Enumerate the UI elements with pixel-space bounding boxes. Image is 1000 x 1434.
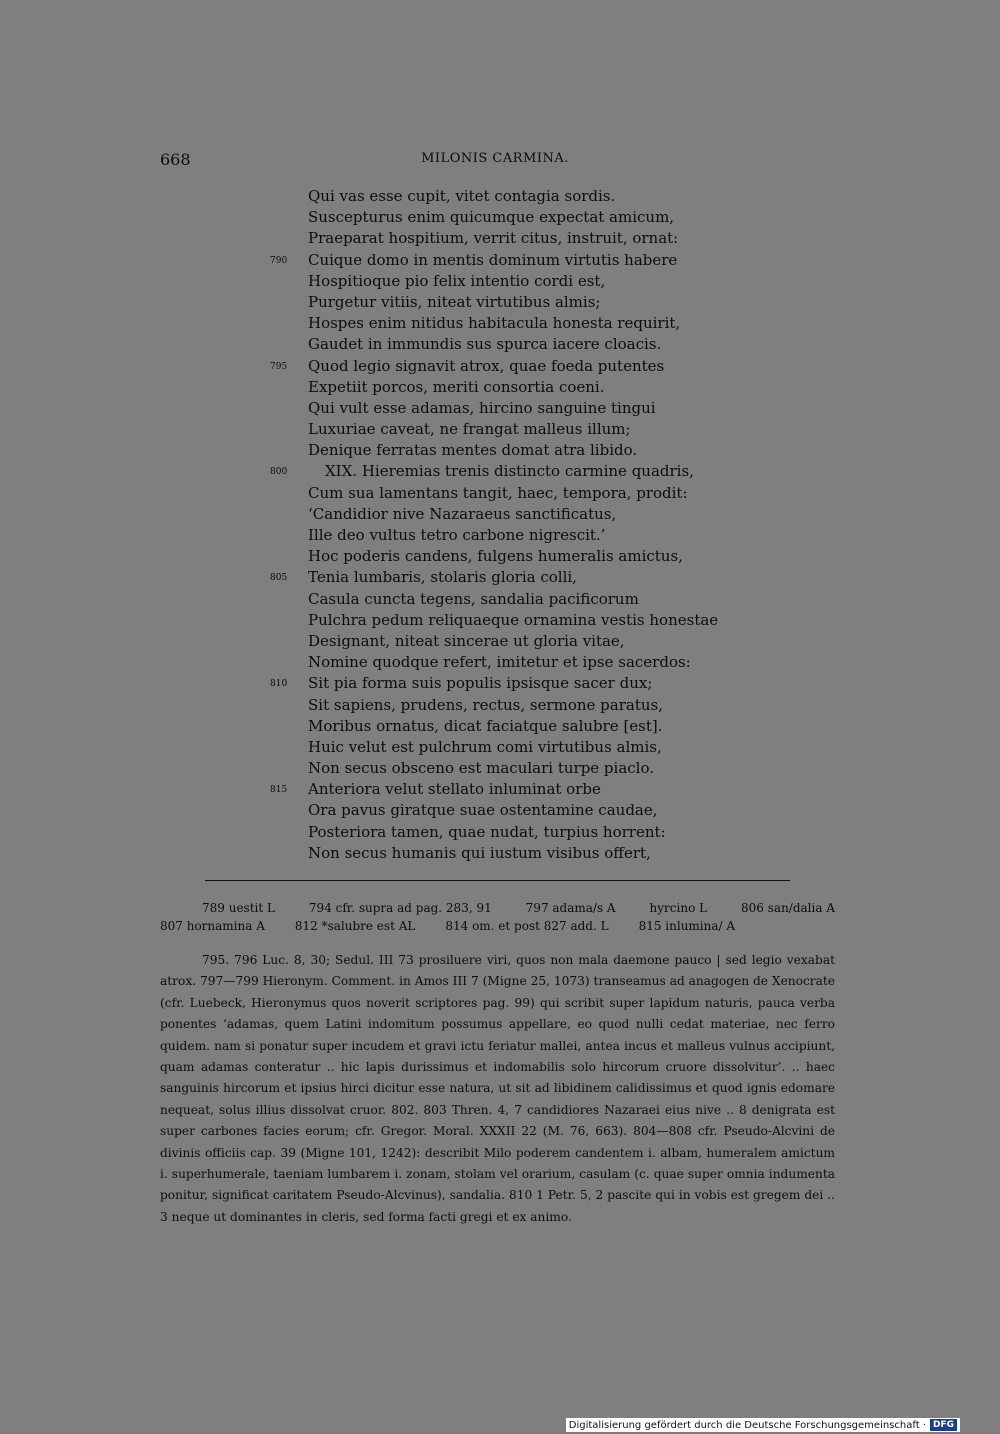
apparatus-entry: hyrcino L: [649, 901, 708, 915]
verse-text: Sit pia forma suis populis ipsisque sacer dux;: [308, 674, 653, 693]
apparatus-entry: 807 hornamina A: [160, 919, 265, 933]
verse-text: Suscepturus enim quicumque expectat amicum,: [308, 208, 675, 227]
verse-text: Non secus obsceno est maculari turpe piaclo.: [308, 759, 655, 778]
verse-line: [270, 271, 740, 292]
verse-text: Sit sapiens, prudens, rectus, sermone paratus,: [308, 695, 663, 714]
verse-text: Ille deo vultus tetro carbone nigrescit.’: [308, 526, 606, 544]
line-number: 810: [270, 679, 288, 690]
verse-text: Hospes enim nitidus habitacula honesta requirit,: [308, 314, 681, 333]
verse-text: Pulchra pedum reliquaeque ornamina vestis honestae: [308, 610, 719, 629]
verse-line: [270, 610, 740, 631]
verse-line: [270, 356, 740, 377]
verse-line: [270, 186, 740, 207]
line-number: 815: [270, 785, 288, 796]
verse-line: [270, 843, 740, 864]
footnote-rule: [205, 880, 790, 881]
verse-text: Ora pavus giratque suae ostentamine caudae,: [308, 801, 658, 820]
verse-text: Praeparat hospitium, verrit citus, instruit, ornat:: [308, 229, 679, 248]
critical-apparatus: [160, 899, 835, 935]
verse-text: Gaudet in immundis sus spurca iacere cloacis.: [308, 335, 662, 354]
verse-line: [270, 673, 740, 694]
verse-line: [270, 589, 740, 610]
verse-text: Designant, niteat sincerae ut gloria vitae,: [308, 631, 625, 650]
verse-text: Quod legio signavit atrox, quae foeda putentes: [308, 356, 665, 375]
verse-text: Expetiit porcos, meriti consortia coeni.: [308, 377, 605, 396]
verse-line: [270, 695, 740, 716]
verse-text: Huic velut est pulchrum comi virtutibus almis,: [308, 737, 662, 756]
verse-text: ‘Candidior nive Nazaraeus sanctificatus,: [308, 504, 617, 523]
verse-line: [270, 419, 740, 440]
apparatus-entry: 812 *salubre est AL: [294, 919, 416, 933]
verse-line: [270, 377, 740, 398]
apparatus-entry: 797 adama/s A: [525, 901, 616, 915]
apparatus-entry: 789 uestit L: [202, 901, 275, 915]
verse-line: [270, 313, 740, 334]
verse-block: [270, 186, 740, 864]
verse-line: [270, 737, 740, 758]
verse-text: Non secus humanis qui iustum visibus offert,: [308, 843, 651, 862]
verse-text: Posteriora tamen, quae nudat, turpius horrent:: [308, 822, 666, 841]
verse-line: [270, 461, 740, 482]
verse-text: Cuique domo in mentis dominum virtutis habere: [308, 250, 678, 269]
digitization-credit[interactable]: [566, 1418, 960, 1432]
verse-text: Denique ferratas mentes domat atra libido.: [308, 441, 638, 460]
verse-line: [270, 398, 740, 419]
verse-line: [270, 228, 740, 249]
verse-line: [270, 800, 740, 821]
line-number: 805: [270, 573, 288, 584]
verse-line: [270, 504, 740, 525]
line-number: 795: [270, 361, 288, 372]
credit-text: Digitalisierung gefördert durch die Deutsche Forschungsgemeinschaft ·: [568, 1419, 926, 1431]
verse-text: XIX. Hieremias trenis distincto carmine quadris,: [325, 462, 694, 481]
verse-line: [270, 483, 740, 504]
verse-text: Luxuriae caveat, ne frangat malleus illum;: [308, 420, 631, 439]
line-number: 790: [270, 255, 288, 266]
verse-line: [270, 207, 740, 228]
apparatus-entry: 806 san/dalia A: [741, 901, 835, 915]
verse-line: [270, 631, 740, 652]
verse-text: Tenia lumbaris, stolaris gloria colli,: [308, 568, 577, 587]
verse-line: [270, 250, 740, 271]
verse-line: [270, 779, 740, 800]
verse-text: Purgetur vitiis, niteat virtutibus almis;: [308, 292, 601, 311]
verse-text: Qui vas esse cupit, vitet contagia sordis.: [308, 187, 616, 205]
verse-line: [270, 440, 740, 461]
verse-text: Qui vult esse adamas, hircino sanguine tingui: [308, 398, 656, 417]
line-number: 800: [270, 467, 288, 478]
apparatus-entry: 814 om. et post 827 add. L: [445, 919, 609, 933]
verse-text: Nomine quodque refert, imitetur et ipse sacerdos:: [308, 653, 691, 672]
verse-text: Casula cuncta tegens, sandalia pacificorum: [308, 589, 639, 608]
verse-line: [270, 546, 740, 567]
verse-text: Cum sua lamentans tangit, haec, tempora, prodit:: [308, 483, 688, 502]
commentary-notes: 795. 796 Luc. 8, 30; Sedul. III 73 prosiluere viri, quos non mala daemone pauco | sed legio vexabat atrox. 797—799 Hieronym. Comment. in Amos III 7 (Migne 25, 1073) transeamus ad anagogen de Xenocrate (cfr. Luebeck, Hieronymus quos noverit scriptores pag. 99) qui scribit super lapidum naturis, pauca verba ponentes ‘adamas, quem Latini indomitum possumus appellare, eo quod nulli cedat materiae, nec ferro quidem. nam si ponatur super incudem et gravi ictu feriatur mallei, antea incus et malleus vulnus accipiunt, quam adamas conteratur .. hic lapis durissimus et indomabilis solo hircorum cruore dissolvitur’. .. haec sanguinis hircorum et ipsius hirci dicitur esse natura, ut sit ad libidinem calidissimus et quod ignis edomare nequeat, solus illius dissolvat cruor. 802. 803 Thren. 4, 7 candidiores Nazaraei eius nive .. 8 denigrata est super carbones facies eorum; cfr. Gregor. Moral. XXXII 22 (M. 76, 663). 804—808 cfr. Pseudo-Alcvini de divinis officiis cap. 39 (Migne 101, 1242): describit Milo poderem candentem i. albam, humeralem amictum i. superhumerale, taeniam lumbarem i. zonam, stolam vel orarium, casulam (c. quae super omnia indumenta ponitur, significat caritatem Pseudo-Alcvinus), sandalia. 810 1 Petr. 5, 2 pascite qui in vobis est gregem dei .. 3 neque ut dominantes in cleris, sed forma facti gregi et ex animo.: [160, 953, 835, 1224]
apparatus-entry: 794 cfr. supra ad pag. 283, 91: [308, 901, 492, 915]
page-header: [160, 150, 830, 174]
running-title: MILONIS CARMINA.: [421, 151, 569, 166]
verse-line: [270, 567, 740, 588]
verse-line: [270, 292, 740, 313]
verse-line: [270, 525, 740, 546]
verse-line: [270, 652, 740, 673]
apparatus-line: [160, 917, 835, 935]
verse-line: [270, 334, 740, 355]
verse-line: [270, 716, 740, 737]
page-number: 668: [160, 150, 191, 169]
verse-text: Hospitioque pio felix intentio cordi est,: [308, 271, 606, 290]
apparatus-line: [160, 899, 835, 917]
verse-line: [270, 758, 740, 779]
verse-text: Anteriora velut stellato inluminat orbe: [308, 780, 601, 799]
dfg-logo: DFG: [930, 1419, 957, 1431]
verse-text: Moribus ornatus, dicat faciatque salubre [est].: [308, 716, 663, 735]
verse-text: Hoc poderis candens, fulgens humeralis amictus,: [308, 547, 683, 566]
apparatus-entry: 815 inlumina/ A: [638, 919, 736, 933]
verse-line: [270, 822, 740, 843]
